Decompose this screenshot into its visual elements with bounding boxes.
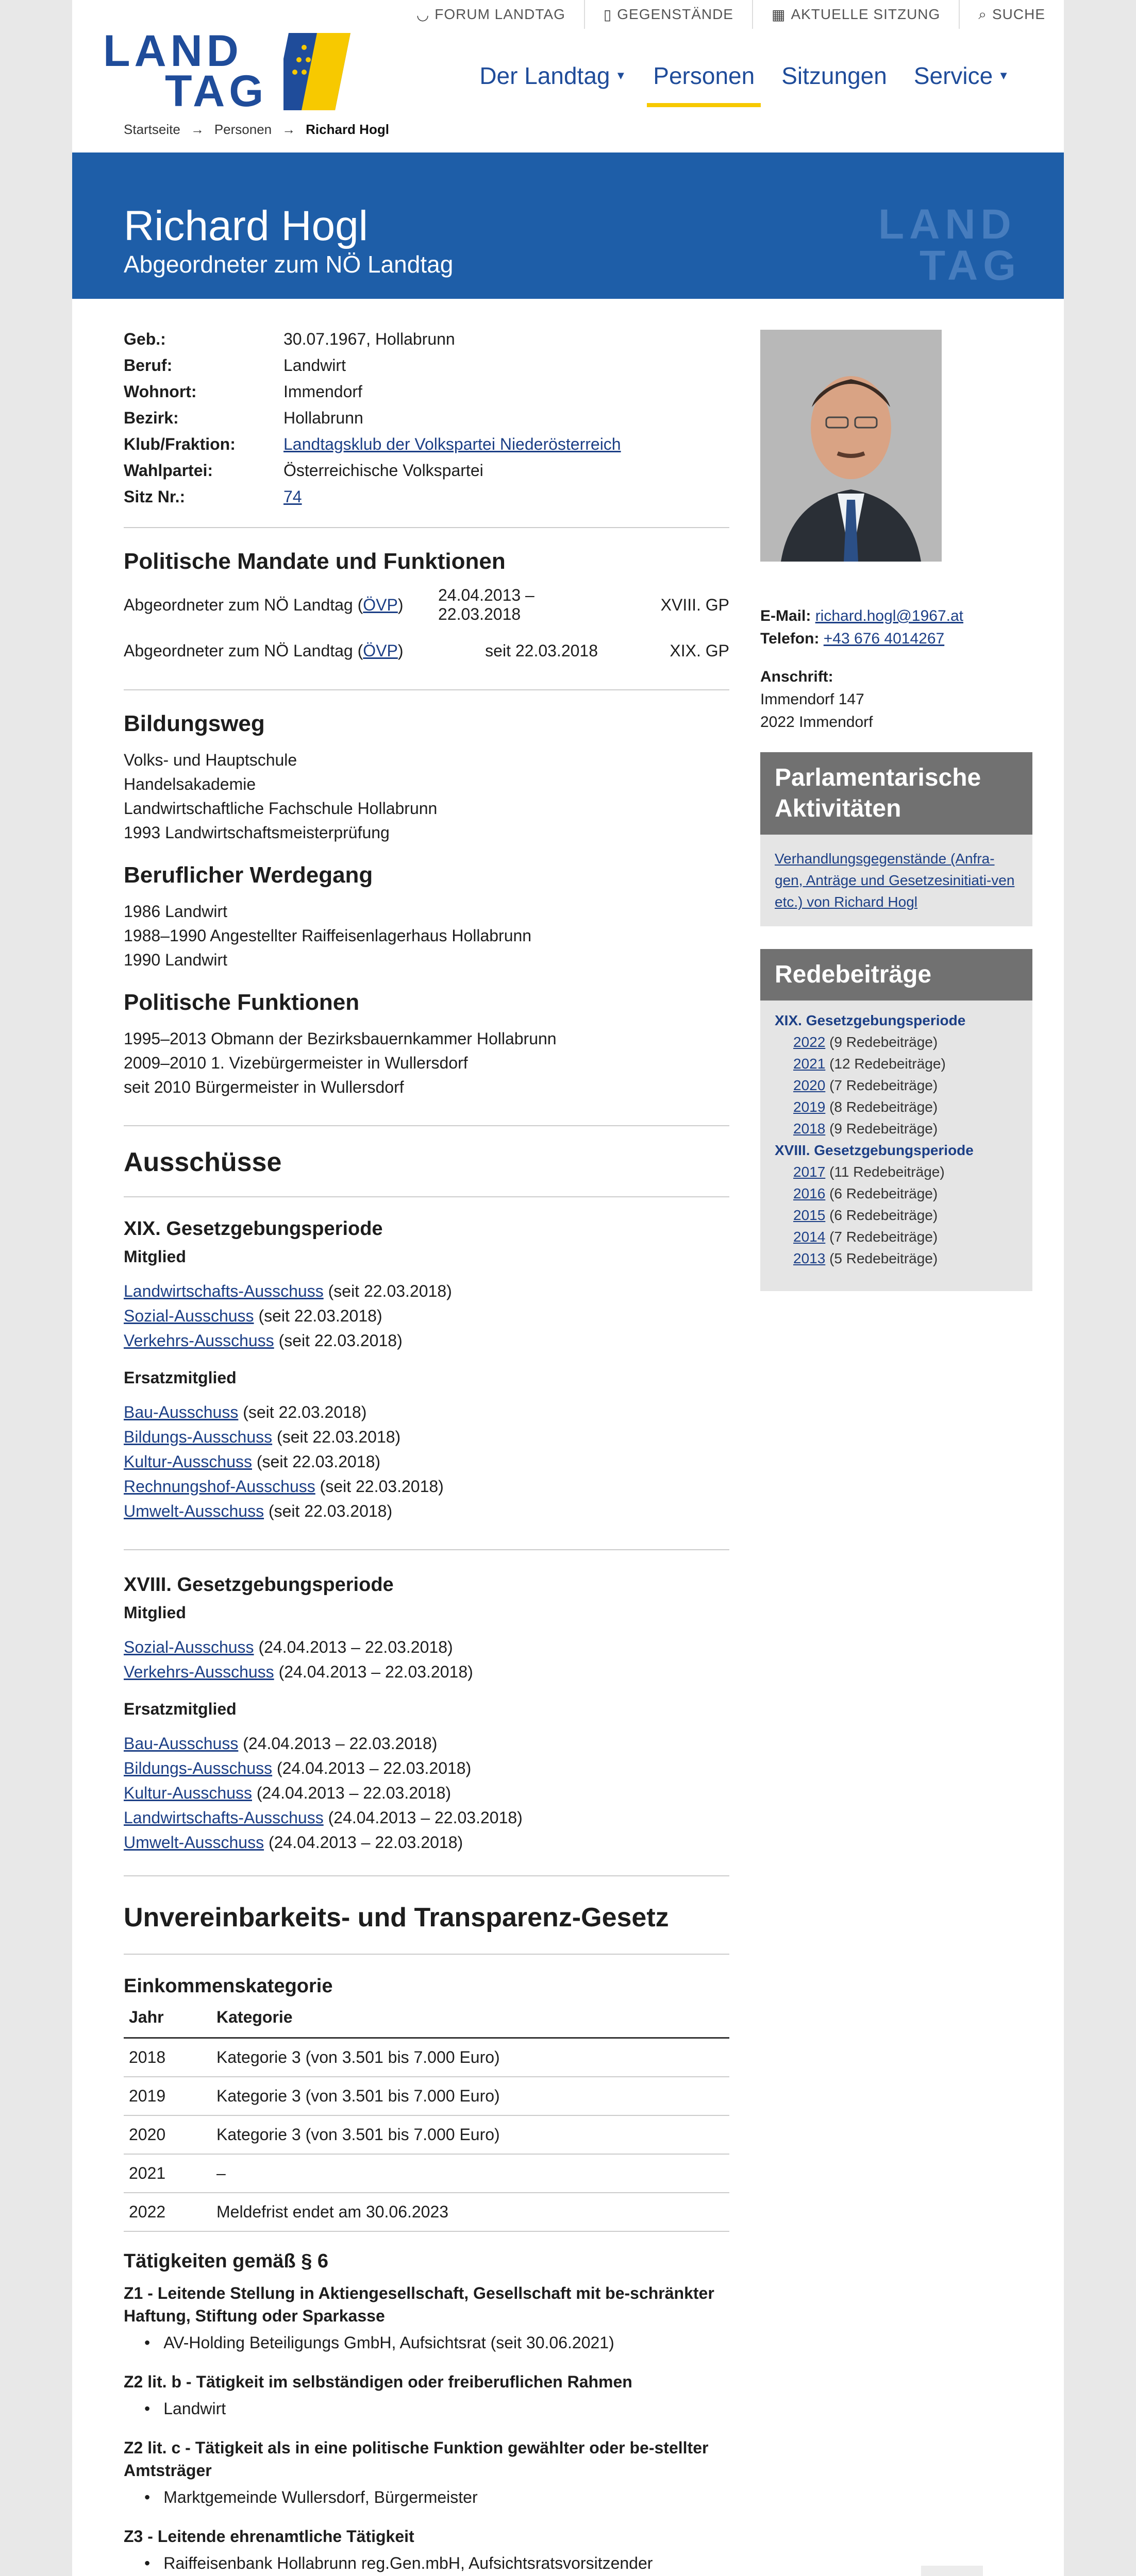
committee-link[interactable]: Rechnungshof-Ausschuss xyxy=(124,1477,315,1496)
committee-link[interactable]: Bau-Ausschuss xyxy=(124,1403,239,1421)
period-title: XVIII. Gesetzgebungsperiode xyxy=(124,1574,394,1596)
util-suche[interactable]: ⌕ SUCHE xyxy=(959,0,1064,29)
main-nav xyxy=(466,62,1023,111)
sitz-link[interactable]: 74 xyxy=(283,487,302,506)
party-link[interactable]: ÖVP xyxy=(363,595,398,614)
divider xyxy=(124,1954,729,1955)
year-link[interactable]: 2014 xyxy=(793,1229,826,1245)
aktivitaeten-link[interactable]: Verhandlungsgegenstände (Anfra-gen, Anträge und Gesetzesinitiati-ven etc.) von Richard Hogl xyxy=(775,851,1015,910)
committee-link[interactable]: Umwelt-Ausschuss xyxy=(124,1502,264,1520)
transparenz-title: Unvereinbarkeits- und Transparenz-Gesetz xyxy=(124,1903,669,1933)
divider xyxy=(124,1125,729,1126)
sidebar xyxy=(760,330,1032,1291)
committee-link[interactable]: Umwelt-Ausschuss xyxy=(124,1833,264,1852)
einkommen-title: Einkommenskategorie xyxy=(124,1975,333,1997)
einkommen-table: Jahr Kategorie 2018 Kategorie 3 (von 3.501 bis 7.000 Euro) 2019 Kategorie 3 (von 3.501 bis 7.000 Euro) 2020 Kategorie 3 (von 3.501 bis 7.000 Euro) 2021 – 2022 Meldefrist endet am 30.06.2023 xyxy=(124,1997,729,2232)
contact-info: E-Mail: richard.hogl@1967.at Telefon: +43 676 4014267 Anschrift: Immendorf 147 2022 Immendorf xyxy=(760,607,963,731)
table-row: 2021 – xyxy=(124,2154,729,2193)
year-link[interactable]: 2016 xyxy=(793,1185,826,1201)
taetigkeit-list: • AV-Holding Beteiligungs GmbH, Aufsichtsrat (seit 30.06.2021) xyxy=(144,2330,729,2355)
arrow-right-icon: → xyxy=(190,122,204,137)
committee-list: Sozial-Ausschuss (24.04.2013 – 22.03.2018) Verkehrs-Ausschuss (24.04.2013 – 22.03.2018) xyxy=(124,1638,473,1681)
caret-down-icon: ▼ xyxy=(998,69,1009,82)
committee-link[interactable]: Bildungs-Ausschuss xyxy=(124,1428,273,1446)
committee-link[interactable]: Kultur-Ausschuss xyxy=(124,1452,252,1471)
taetigkeiten-title: Tätigkeiten gemäß § 6 xyxy=(124,2250,329,2272)
breadcrumb xyxy=(124,122,389,138)
landtag-watermark-logo: LAND TAG xyxy=(878,201,1022,289)
mandate-label: Abgeordneter zum NÖ Landtag (ÖVP) xyxy=(124,595,404,614)
year-link[interactable]: 2017 xyxy=(793,1164,826,1180)
table-row: 2018 Kategorie 3 (von 3.501 bis 7.000 Euro) xyxy=(124,2038,729,2077)
committee-link[interactable]: Landwirtschafts-Ausschuss xyxy=(124,1808,324,1827)
committee-link[interactable]: Kultur-Ausschuss xyxy=(124,1784,252,1802)
table-row: 2022 Meldefrist endet am 30.06.2023 xyxy=(124,2193,729,2231)
klub-link[interactable]: Landtagsklub der Volkspartei Niederösterreich xyxy=(283,435,621,453)
committee-link[interactable]: Landwirtschafts-Ausschuss xyxy=(124,1282,324,1300)
util-aktuelle-sitzung[interactable]: ▦ AKTUELLE SITZUNG xyxy=(752,0,959,29)
table-row: 2019 Kategorie 3 (von 3.501 bis 7.000 Euro) xyxy=(124,2077,729,2115)
bildung-title: Bildungsweg xyxy=(124,711,265,736)
bildung-list: Volks- und Hauptschule Handelsakademie Landwirtschaftliche Fachschule Hollabrunn 1993 Landwirtschaftsmeisterprüfung xyxy=(124,751,438,842)
beruf-list: 1986 Landwirt 1988–1990 Angestellter Raiffeisenlagerhaus Hollabrunn 1990 Landwirt xyxy=(124,902,532,969)
taetigkeit-list: • Landwirt xyxy=(144,2396,729,2421)
breadcrumb-startseite[interactable]: Startseite xyxy=(124,122,180,137)
forum-icon: ◡ xyxy=(416,6,430,23)
divider xyxy=(124,1549,729,1550)
arrow-right-icon: → xyxy=(282,122,296,137)
politik-title: Politische Funktionen xyxy=(124,990,360,1015)
util-gegenstaende[interactable]: ▯ GEGENSTÄNDE xyxy=(584,0,752,29)
coat-of-arms-watermark-icon xyxy=(840,2545,1064,2576)
flag-logo-icon xyxy=(283,33,350,110)
committee-link[interactable]: Verkehrs-Ausschuss xyxy=(124,1331,274,1350)
portrait-photo xyxy=(760,330,942,562)
year-link[interactable]: 2020 xyxy=(793,1077,826,1093)
search-icon: ⌕ xyxy=(978,6,987,22)
nav-service[interactable]: Service ▼ xyxy=(913,62,1009,89)
mandate-label: Abgeordneter zum NÖ Landtag (ÖVP) xyxy=(124,641,404,660)
main-content: Geb.: 30.07.1967, Hollabrunn Beruf: Landwirt Wohnort: Immendorf Bezirk: Hollabrunn Klub/Fraktion: Landtagsklub der Volkspartei Niederösterreich Wahlpartei: Österreichische Volkspartei Sitz Nr.: 74 Politische Mandate und Funktionen Abgeordneter zum NÖ Landtag (ÖVP) 24.04.2013 – 22.03.2018 XVIII. GP Abgeordneter zum NÖ Landtag (ÖVP) seit 22.03.2018 XIX. GP Bildungsweg Volks- und Hauptschule Handelsakademie Landwirtschaftliche Fachschule Hollabrunn 1993 Landwirtschaftsmeisterprüfung Beruflicher Werdegang 1986 Landwirt 1988–1990 Angestellter Raiffeisenlagerhaus Hollabrunn 1990 Landwirt Politische Funktionen 1995–2013 Obmann der Bezirksbauernkammer Hollabrunn 2009–2010 1. Vizebürgermeister in Wullersdorf seit 2010 Bürgermeister in Wullersdorf Ausschüsse XIX. Gesetzgebungsperiode Mitglied Landwirtschafts-Ausschuss (seit 22.03.2018) Sozial-Ausschuss (seit 22.03.2018) Verkehrs-Ausschuss (seit 22.03.2018) Ersatzmitglied Bau-Ausschuss (seit 22.03.2018) Bildungs-Ausschuss (seit 22.03.2018) Kultur-Ausschuss (seit 22.03.2018) Rechnungshof-Ausschuss (seit 22.03.2018) Umwelt-Ausschuss (seit 22.03.2018) XVIII. Gesetzgebungsperiode Mitglied Sozial-Ausschuss (24.04.2013 – 22.03.2018) Verkehrs-Ausschuss (24.04.2013 – 22.03.2018) Ersatzmitglied Bau-Ausschuss (24.04.2013 – 22.03.2018) Bildungs-Ausschuss (24.04.2013 – 22.03.2018) Kultur-Ausschuss (24.04.2013 – 22.03.2018) Landwirtschafts-Ausschuss (24.04.2013 – 22.03.2018) Umwelt-Ausschuss (24.04.2013 – 22.03.2018) Unvereinbarkeits- und Transparenz-Gesetz Einkommenskategorie Jahr Kategorie 2018 Kategorie 3 (von 3.501 bis 7.000 Euro) 2019 Kategorie 3 (von 3.501 bis 7.000 Euro) 2020 Kategorie 3 (von 3.501 bis 7.000 Euro) 2021 – 2022 Meldefrist endet am 30.06.2023 Tätigkeiten gemäß § 6 Z1 - Leitende Stellung in Aktiengesellschaft, Gesellschaft mit be-schränkter Haftung, Stiftung oder Sparkasse • AV-Holding Beteiligungs GmbH, Aufsichtsrat (seit 30.06.2021) Z2 lit. b - Tätigkeit im selbständigen oder freiberuflichen Rahmen • Landwirt Z2 lit. c - Tätigkeit als in eine politische Funktion gewählter oder be-stellter Amtsträger • Marktgemeinde Wullersdorf, Bürgermeister Z3 - Leitende ehrenamtliche Tätigkeit • Raiffeisenbank Hollabrunn reg.Gen.mbH, Aufsichtsratsvorsitzender • xyxy=(124,330,729,2576)
committee-link[interactable]: Bildungs-Ausschuss xyxy=(124,1759,273,1777)
year-link[interactable]: 2019 xyxy=(793,1099,826,1115)
year-link[interactable]: 2013 xyxy=(793,1250,826,1266)
phone-link[interactable]: +43 676 4014267 xyxy=(823,630,945,647)
committee-link[interactable]: Bau-Ausschuss xyxy=(124,1734,239,1753)
landtag-logo[interactable]: LAND TAG xyxy=(103,29,361,111)
divider xyxy=(124,1196,729,1197)
document-icon: ▯ xyxy=(603,6,612,23)
divider xyxy=(124,527,729,528)
committee-link[interactable]: Verkehrs-Ausschuss xyxy=(124,1663,274,1681)
taetigkeit-list: • Marktgemeinde Wullersdorf, Bürgermeister xyxy=(144,2485,729,2510)
beruf-title: Beruflicher Werdegang xyxy=(124,862,373,888)
committee-link[interactable]: Sozial-Ausschuss xyxy=(124,1638,254,1656)
calendar-icon: ▦ xyxy=(771,6,786,23)
breadcrumb-current: Richard Hogl xyxy=(306,122,389,137)
portrait-illustration xyxy=(760,330,942,562)
ausschuesse-title: Ausschüsse xyxy=(124,1147,282,1177)
person-name: Richard Hogl xyxy=(124,202,368,249)
period-title: XIX. Gesetzgebungsperiode xyxy=(124,1218,383,1240)
year-link[interactable]: 2015 xyxy=(793,1207,826,1223)
aktivitaeten-box: Parlamentarische Aktivitäten Verhandlungsgegenstände (Anfra-gen, Anträge und Gesetzesinitiati-ven etc.) von Richard Hogl xyxy=(760,752,1032,926)
person-role: Abgeordneter zum NÖ Landtag xyxy=(124,251,454,278)
mandates-list: Abgeordneter zum NÖ Landtag (ÖVP) 24.04.2013 – 22.03.2018 XVIII. GP Abgeordneter zum NÖ Landtag (ÖVP) seit 22.03.2018 XIX. GP xyxy=(124,586,729,660)
year-link[interactable]: 2022 xyxy=(793,1034,826,1050)
caret-down-icon: ▼ xyxy=(615,69,627,82)
nav-personen[interactable]: Personen xyxy=(640,62,768,111)
person-facts: Geb.: 30.07.1967, Hollabrunn Beruf: Landwirt Wohnort: Immendorf Bezirk: Hollabrunn Klub/Fraktion: Landtagsklub der Volkspartei Niederösterreich Wahlpartei: Österreichische Volkspartei Sitz Nr.: 74 xyxy=(124,330,621,506)
committee-list: Bau-Ausschuss (seit 22.03.2018) Bildungs-Ausschuss (seit 22.03.2018) Kultur-Ausschuss (seit 22.03.2018) Rechnungshof-Ausschuss (seit 22.03.2018) Umwelt-Ausschuss (seit 22.03.2018) xyxy=(124,1403,444,1520)
redebeitraege-box: Redebeiträge XIX. Gesetzgebungsperiode 2022 (9 Redebeiträge) 2021 (12 Redebeiträge) 2020 (7 Redebeiträge) 2019 (8 Redebeiträge) 2018 (9 Redebeiträge) XVIII. Gesetzgebungsperiode 2017 (11 Redebeiträge) 2016 (6 Redebeiträge) 2015 (6 Redebeiträge) 2014 (7 Redebeiträge) 2013 (5 Redebeiträge) xyxy=(760,949,1032,1291)
divider xyxy=(124,1875,729,1876)
util-forum[interactable]: ◡ FORUM LANDTAG xyxy=(416,6,565,23)
mandates-title: Politische Mandate und Funktionen xyxy=(124,549,506,574)
committee-link[interactable]: Sozial-Ausschuss xyxy=(124,1307,254,1325)
nav-der-landtag[interactable]: Der Landtag ▼ xyxy=(479,62,627,89)
politik-list: 1995–2013 Obmann der Bezirksbauernkammer Hollabrunn 2009–2010 1. Vizebürgermeister in Wullersdorf seit 2010 Bürgermeister in Wullersdorf xyxy=(124,1029,557,1096)
email-link[interactable]: richard.hogl@1967.at xyxy=(815,607,963,624)
table-row: 2020 Kategorie 3 (von 3.501 bis 7.000 Euro) xyxy=(124,2115,729,2154)
year-link[interactable]: 2018 xyxy=(793,1121,826,1137)
year-link[interactable]: 2021 xyxy=(793,1056,826,1072)
utility-nav xyxy=(398,0,1064,29)
taetigkeit-list: • Raiffeisenbank Hollabrunn reg.Gen.mbH, Aufsichtsratsvorsitzender • xyxy=(144,2551,729,2576)
nav-sitzungen[interactable]: Sitzungen xyxy=(781,62,887,89)
page xyxy=(72,0,1064,2576)
hero-banner xyxy=(72,152,1064,299)
divider xyxy=(124,689,729,690)
breadcrumb-personen[interactable]: Personen xyxy=(214,122,272,137)
party-link[interactable]: ÖVP xyxy=(363,641,398,660)
committee-list: Bau-Ausschuss (24.04.2013 – 22.03.2018) Bildungs-Ausschuss (24.04.2013 – 22.03.2018) Kultur-Ausschuss (24.04.2013 – 22.03.2018) Landwirtschafts-Ausschuss (24.04.2013 – 22.03.2018) Umwelt-Ausschuss (24.04.2013 – 22.03.2018) xyxy=(124,1734,523,1852)
committee-list: Landwirtschafts-Ausschuss (seit 22.03.2018) Sozial-Ausschuss (seit 22.03.2018) Verkehrs-Ausschuss (seit 22.03.2018) xyxy=(124,1282,452,1350)
